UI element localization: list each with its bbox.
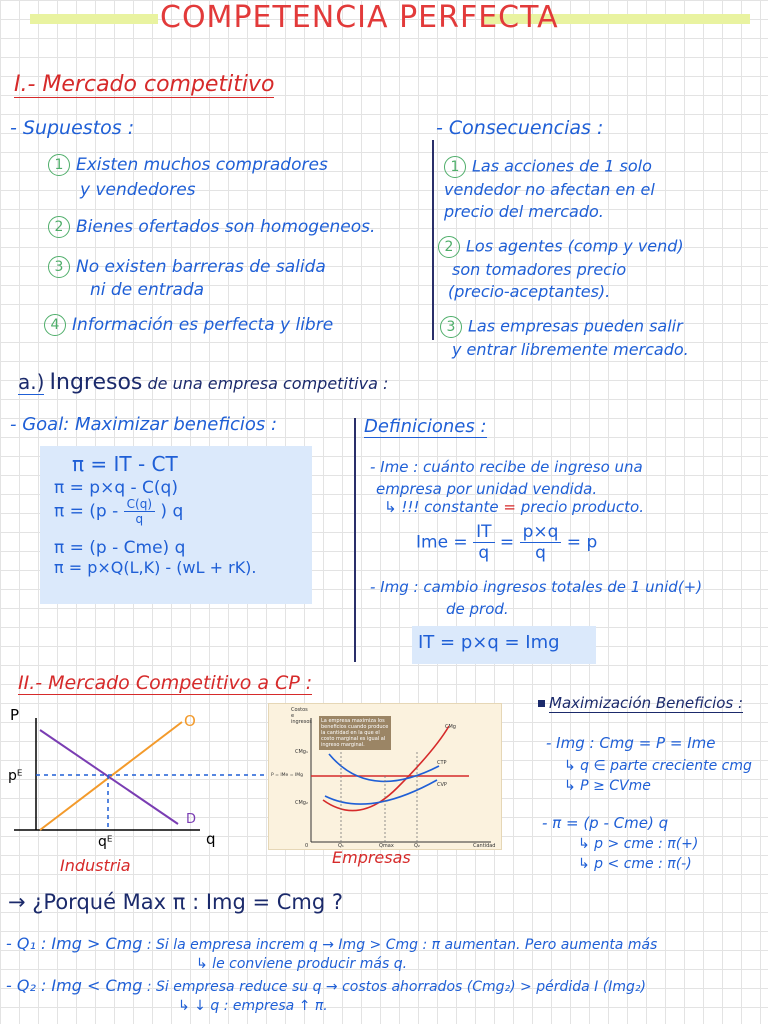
supuesto-item-1: [48, 154, 328, 176]
ime-eq-num-1: IT: [473, 522, 494, 543]
fig-cvp-label: CVP: [437, 782, 447, 788]
section-a-big: Ingresos: [49, 370, 143, 395]
max-line-3: ↳ P ≥ CVme: [564, 778, 651, 794]
ime-def-line2: empresa por unidad vendida.: [376, 480, 598, 498]
supuesto-2-line1: Bienes ofertados son homogeneos.: [76, 217, 376, 237]
fig-cmg-label: CMg: [445, 724, 456, 730]
graph-q-label: q: [206, 830, 216, 848]
ime-constant-rest: precio producto.: [520, 498, 644, 516]
fig-price-label: P = IMe = IMg: [271, 773, 304, 778]
maximizacion-heading-text: Maximización Beneficios :: [549, 694, 744, 712]
max-line-5: ↳ p > cme : π(+): [578, 836, 699, 852]
definiciones-heading: [364, 416, 487, 437]
q2-sub: ↳ ↓ q : empresa ↑ π.: [178, 998, 328, 1014]
supuesto-item-4: [44, 314, 333, 336]
ime-def-line1: - Ime : cuánto recibe de ingreso una: [370, 458, 643, 476]
industry-graph: [0, 700, 270, 880]
q1-row: [6, 934, 657, 953]
number-circle-c3: 3: [440, 316, 462, 338]
consecuencia-3-line2: y entrar libremente mercado.: [452, 340, 689, 359]
fig-cmg1-label: CMg₁: [295, 749, 308, 755]
section-a-rest: de una empresa competitiva :: [147, 374, 389, 393]
max-line-2: ↳ q ∈ parte creciente cmg: [564, 758, 752, 774]
q2-row: [6, 976, 646, 995]
max-line-6: ↳ p < cme : π(-): [578, 856, 692, 872]
consecuencia-3-line1: Las empresas pueden salir: [468, 316, 683, 336]
formula-3-left: π = (p -: [54, 501, 119, 522]
consecuencia-1-line2: vendedor no afectan en el: [444, 180, 655, 199]
section-1-heading-text: I.- Mercado competitivo: [14, 72, 275, 97]
section-a-letter: a.): [18, 370, 45, 394]
graph-p-label: P: [10, 706, 20, 724]
square-bullet-icon: [538, 700, 545, 707]
img-def-line1: - Img : cambio ingresos totales de 1 unid(+): [370, 578, 703, 596]
formula-5: π = p×Q(L,K) - (wL + rK).: [54, 558, 257, 577]
section-2-heading: [18, 672, 312, 694]
supuesto-3-line1: No existen barreras de salida: [76, 257, 326, 277]
supuesto-3-line2: ni de entrada: [90, 280, 205, 300]
maximizacion-heading: [538, 694, 743, 712]
number-circle-4: 4: [44, 314, 66, 336]
consecuencia-item-1: [444, 156, 652, 178]
section-2-heading-text: II.- Mercado Competitivo a CP :: [18, 672, 313, 694]
number-circle-3: 3: [48, 256, 70, 278]
formula-3-fraction: [124, 497, 155, 526]
q1-label: - Q₁ : Img > Cmg: [6, 934, 143, 953]
q2-text: : Si empresa reduce su q → costos ahorrados (Cmg₂) > pérdida I (Img₂): [146, 979, 646, 995]
ime-def-line3: [384, 498, 644, 516]
graph-caption: Industria: [60, 856, 131, 875]
book-figure-caption: Empresas: [332, 848, 411, 867]
ime-eq-num-2: p×q: [520, 522, 562, 543]
number-circle-c2: 2: [438, 236, 460, 258]
consecuencia-2-line3: (precio-aceptantes).: [448, 282, 611, 301]
section-a-heading: [18, 370, 388, 395]
formula-3-num: C(q): [124, 497, 155, 512]
consecuencia-1-line3: precio del mercado.: [444, 202, 604, 221]
supuesto-1-line2: y vendedores: [80, 180, 196, 200]
ime-equation: [416, 522, 597, 563]
supuesto-item-2: [48, 216, 375, 238]
consecuencia-2-line1: Los agentes (comp y vend): [466, 236, 684, 256]
supuesto-item-3: [48, 256, 326, 278]
demand-curve: [40, 730, 178, 824]
q1-sub: ↳ le conviene producir más q.: [196, 956, 408, 972]
question-heading: → ¿Porqué Max π : Img = Cmg ?: [8, 890, 344, 914]
max-line-1: - Img : Cmg = P = Ime: [546, 734, 716, 752]
definiciones-heading-text: Definiciones :: [364, 416, 487, 437]
consecuencias-heading: - Consecuencias :: [436, 117, 604, 139]
goal-heading: - Goal: Maximizar beneficios :: [10, 414, 278, 435]
formula-3-right: ) q: [160, 501, 184, 522]
formula-3-den: q: [135, 512, 144, 526]
supuesto-4-line1: Información es perfecta y libre: [72, 315, 334, 335]
fig-qmax-label: Qmax: [379, 843, 394, 849]
column-divider-1: [432, 140, 434, 340]
graph-pe-label: pᴱ: [8, 768, 23, 784]
fig-ctp-label: CTP: [437, 760, 447, 766]
fig-zero-label: 0: [305, 843, 309, 849]
fig-axis-top: Costos e ingresos: [291, 707, 313, 725]
formula-4: π = (p - Cme) q: [54, 538, 186, 558]
graph-supply-label: O: [184, 712, 196, 730]
fig-q1-label: Q₁: [338, 843, 344, 849]
ime-eq-frac-1: [473, 522, 494, 563]
consecuencia-item-2: [438, 236, 684, 258]
ime-constant-eq: =: [503, 498, 516, 516]
max-line-4: - π = (p - Cme) q: [542, 814, 669, 832]
supuesto-1-line1: Existen muchos compradores: [76, 155, 328, 175]
fig-ctp-curve: [329, 754, 439, 781]
fig-q2-label: Q₂: [414, 843, 420, 849]
number-circle-1: 1: [48, 154, 70, 176]
ime-eq-end: = p: [566, 532, 598, 553]
page-title: COMPETENCIA PERFECTA: [160, 0, 559, 35]
supply-curve: [40, 722, 182, 830]
q2-label: - Q₂ : Img < Cmg: [6, 976, 143, 995]
supuestos-heading: - Supuestos :: [10, 117, 135, 139]
fig-cmg2-label: CMg₂: [295, 800, 308, 806]
ime-eq-mid: =: [499, 532, 515, 553]
ime-eq-label: Ime =: [416, 532, 468, 553]
title-highlight-left: [30, 14, 158, 24]
fig-info-box: La empresa maximiza los beneficios cuando produce la cantidad en la que el costo marginal es igual al ingreso marginal.: [319, 716, 391, 750]
formula-1: π = IT - CT: [72, 452, 178, 476]
ime-eq-frac-2: [520, 522, 562, 563]
ime-constant-mark: ↳ !!! constante: [384, 498, 499, 516]
number-circle-c1: 1: [444, 156, 466, 178]
ime-eq-den-1: q: [478, 543, 490, 563]
graph-qe-label: qᴱ: [98, 834, 113, 850]
consecuencia-2-line2: son tomadores precio: [452, 260, 627, 279]
column-divider-2: [354, 418, 356, 662]
it-formula: IT = p×q = Img: [418, 632, 560, 653]
img-def-line2: de prod.: [446, 600, 509, 618]
formula-3: [54, 497, 183, 526]
consecuencia-item-3: [440, 316, 683, 338]
consecuencia-1-line1: Las acciones de 1 solo: [472, 156, 652, 176]
graph-demand-label: D: [186, 812, 197, 827]
ime-eq-den-2: q: [535, 543, 546, 563]
formula-2: π = p×q - C(q): [54, 478, 178, 498]
q1-text: : Si la empresa increm q → Img > Cmg : π aumentan. Pero aumenta más: [146, 937, 658, 953]
textbook-figure: [268, 703, 502, 850]
fig-cantidad-label: Cantidad: [473, 843, 496, 849]
number-circle-2: 2: [48, 216, 70, 238]
section-1-heading: [14, 72, 274, 97]
